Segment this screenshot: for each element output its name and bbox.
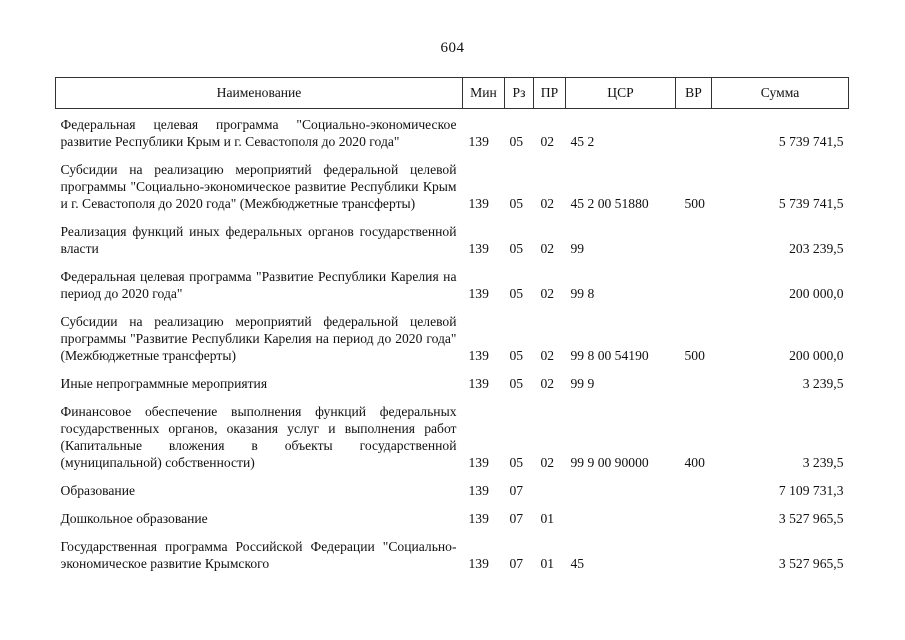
cell-sum: 203 239,5 [789, 241, 844, 256]
cell-min: 139 [468, 455, 489, 470]
cell-pr: 01 [540, 511, 555, 526]
table-row [56, 215, 849, 260]
cell-sum: 5 739 741,5 [778, 196, 844, 211]
cell-csr: 99 [570, 241, 585, 256]
cell-name: Иные непрограммные мероприятия [60, 376, 268, 391]
cell-pr [534, 474, 566, 502]
cell-name: Реализация функций иных федеральных органов государственной власти [60, 224, 457, 256]
cell-rz: 05 [509, 286, 524, 301]
cell-sum: 3 527 965,5 [778, 556, 844, 571]
cell-csr [566, 502, 676, 530]
cell-name: Федеральная целевая программа "Социально-экономическое развитие Республики Крым и г. Севастополя до 2020 года" [60, 117, 457, 149]
header-sum: Сумма [712, 78, 849, 109]
cell-vr [676, 502, 712, 530]
cell-rz: 05 [509, 376, 524, 391]
page-number: 604 [440, 40, 465, 56]
table-row [56, 474, 849, 502]
cell-csr: 99 9 [570, 376, 595, 391]
cell-rz: 07 [509, 483, 524, 498]
header-min: Мин [463, 78, 505, 109]
cell-pr: 02 [540, 455, 555, 470]
cell-name: Дошкольное образование [60, 511, 208, 526]
cell-csr: 99 9 00 90000 [570, 455, 649, 470]
cell-vr [676, 530, 712, 572]
cell-csr: 99 8 [570, 286, 595, 301]
cell-sum: 200 000,0 [789, 286, 844, 301]
cell-vr [676, 109, 712, 154]
cell-vr [676, 215, 712, 260]
budget-table [55, 77, 849, 572]
cell-pr: 02 [540, 241, 555, 256]
table-header-row [56, 78, 849, 109]
table-row [56, 395, 849, 474]
cell-sum: 5 739 741,5 [778, 134, 844, 149]
cell-rz: 05 [509, 241, 524, 256]
cell-min: 139 [468, 376, 489, 391]
cell-min: 139 [468, 511, 489, 526]
table-row [56, 153, 849, 215]
cell-sum: 3 239,5 [802, 455, 844, 470]
cell-vr [676, 367, 712, 395]
table-row [56, 502, 849, 530]
cell-sum: 3 239,5 [802, 376, 844, 391]
cell-name: Субсидии на реализацию мероприятий федеральной целевой программы "Социально-экономическое развитие Республики Крым и г. Севастополя до 2020 года" (Межбюджетные трансферты) [60, 162, 457, 211]
cell-csr: 45 [570, 556, 585, 571]
cell-csr: 99 8 00 54190 [570, 348, 649, 363]
cell-vr: 500 [684, 196, 705, 211]
cell-csr: 45 2 [570, 134, 595, 149]
cell-pr: 01 [540, 556, 555, 571]
cell-name: Субсидии на реализацию мероприятий федеральной целевой программы "Развитие Республики Карелия на период до 2020 года" (Межбюджетные трансферты) [60, 314, 457, 363]
cell-name: Образование [60, 483, 136, 498]
cell-sum: 7 109 731,3 [778, 483, 844, 498]
cell-min: 139 [468, 134, 489, 149]
table-row [56, 367, 849, 395]
cell-vr [676, 260, 712, 305]
header-rz: Рз [505, 78, 534, 109]
cell-pr: 02 [540, 134, 555, 149]
cell-name: Федеральная целевая программа "Развитие Республики Карелия на период до 2020 года" [60, 269, 457, 301]
cell-sum: 3 527 965,5 [778, 511, 844, 526]
cell-pr: 02 [540, 376, 555, 391]
cell-min: 139 [468, 556, 489, 571]
cell-sum: 200 000,0 [789, 348, 844, 363]
cell-min: 139 [468, 348, 489, 363]
cell-rz: 07 [509, 556, 524, 571]
header-csr: ЦСР [566, 78, 676, 109]
cell-rz: 05 [509, 455, 524, 470]
cell-vr [676, 474, 712, 502]
table-row [56, 260, 849, 305]
cell-vr: 400 [684, 455, 705, 470]
table-row [56, 305, 849, 367]
cell-min: 139 [468, 196, 489, 211]
table-row [56, 530, 849, 572]
table-row [56, 109, 849, 154]
cell-pr: 02 [540, 286, 555, 301]
cell-min: 139 [468, 286, 489, 301]
cell-min: 139 [468, 483, 489, 498]
cell-csr: 45 2 00 51880 [570, 196, 649, 211]
cell-rz: 05 [509, 196, 524, 211]
cell-vr: 500 [684, 348, 705, 363]
cell-pr: 02 [540, 348, 555, 363]
header-name: Наименование [56, 78, 463, 109]
cell-name: Финансовое обеспечение выполнения функций федеральных государственных органов, оказания услуг и выполнения работ (Капитальные вложения в объекты государственной (муниципальной) собственности) [60, 404, 457, 470]
header-vr: ВР [676, 78, 712, 109]
cell-name: Государственная программа Российской Федерации "Социально-экономическое развитие Крымского [60, 539, 457, 571]
header-pr: ПР [534, 78, 566, 109]
cell-rz: 05 [509, 134, 524, 149]
cell-pr: 02 [540, 196, 555, 211]
cell-rz: 07 [509, 511, 524, 526]
cell-rz: 05 [509, 348, 524, 363]
cell-min: 139 [468, 241, 489, 256]
cell-csr [566, 474, 676, 502]
